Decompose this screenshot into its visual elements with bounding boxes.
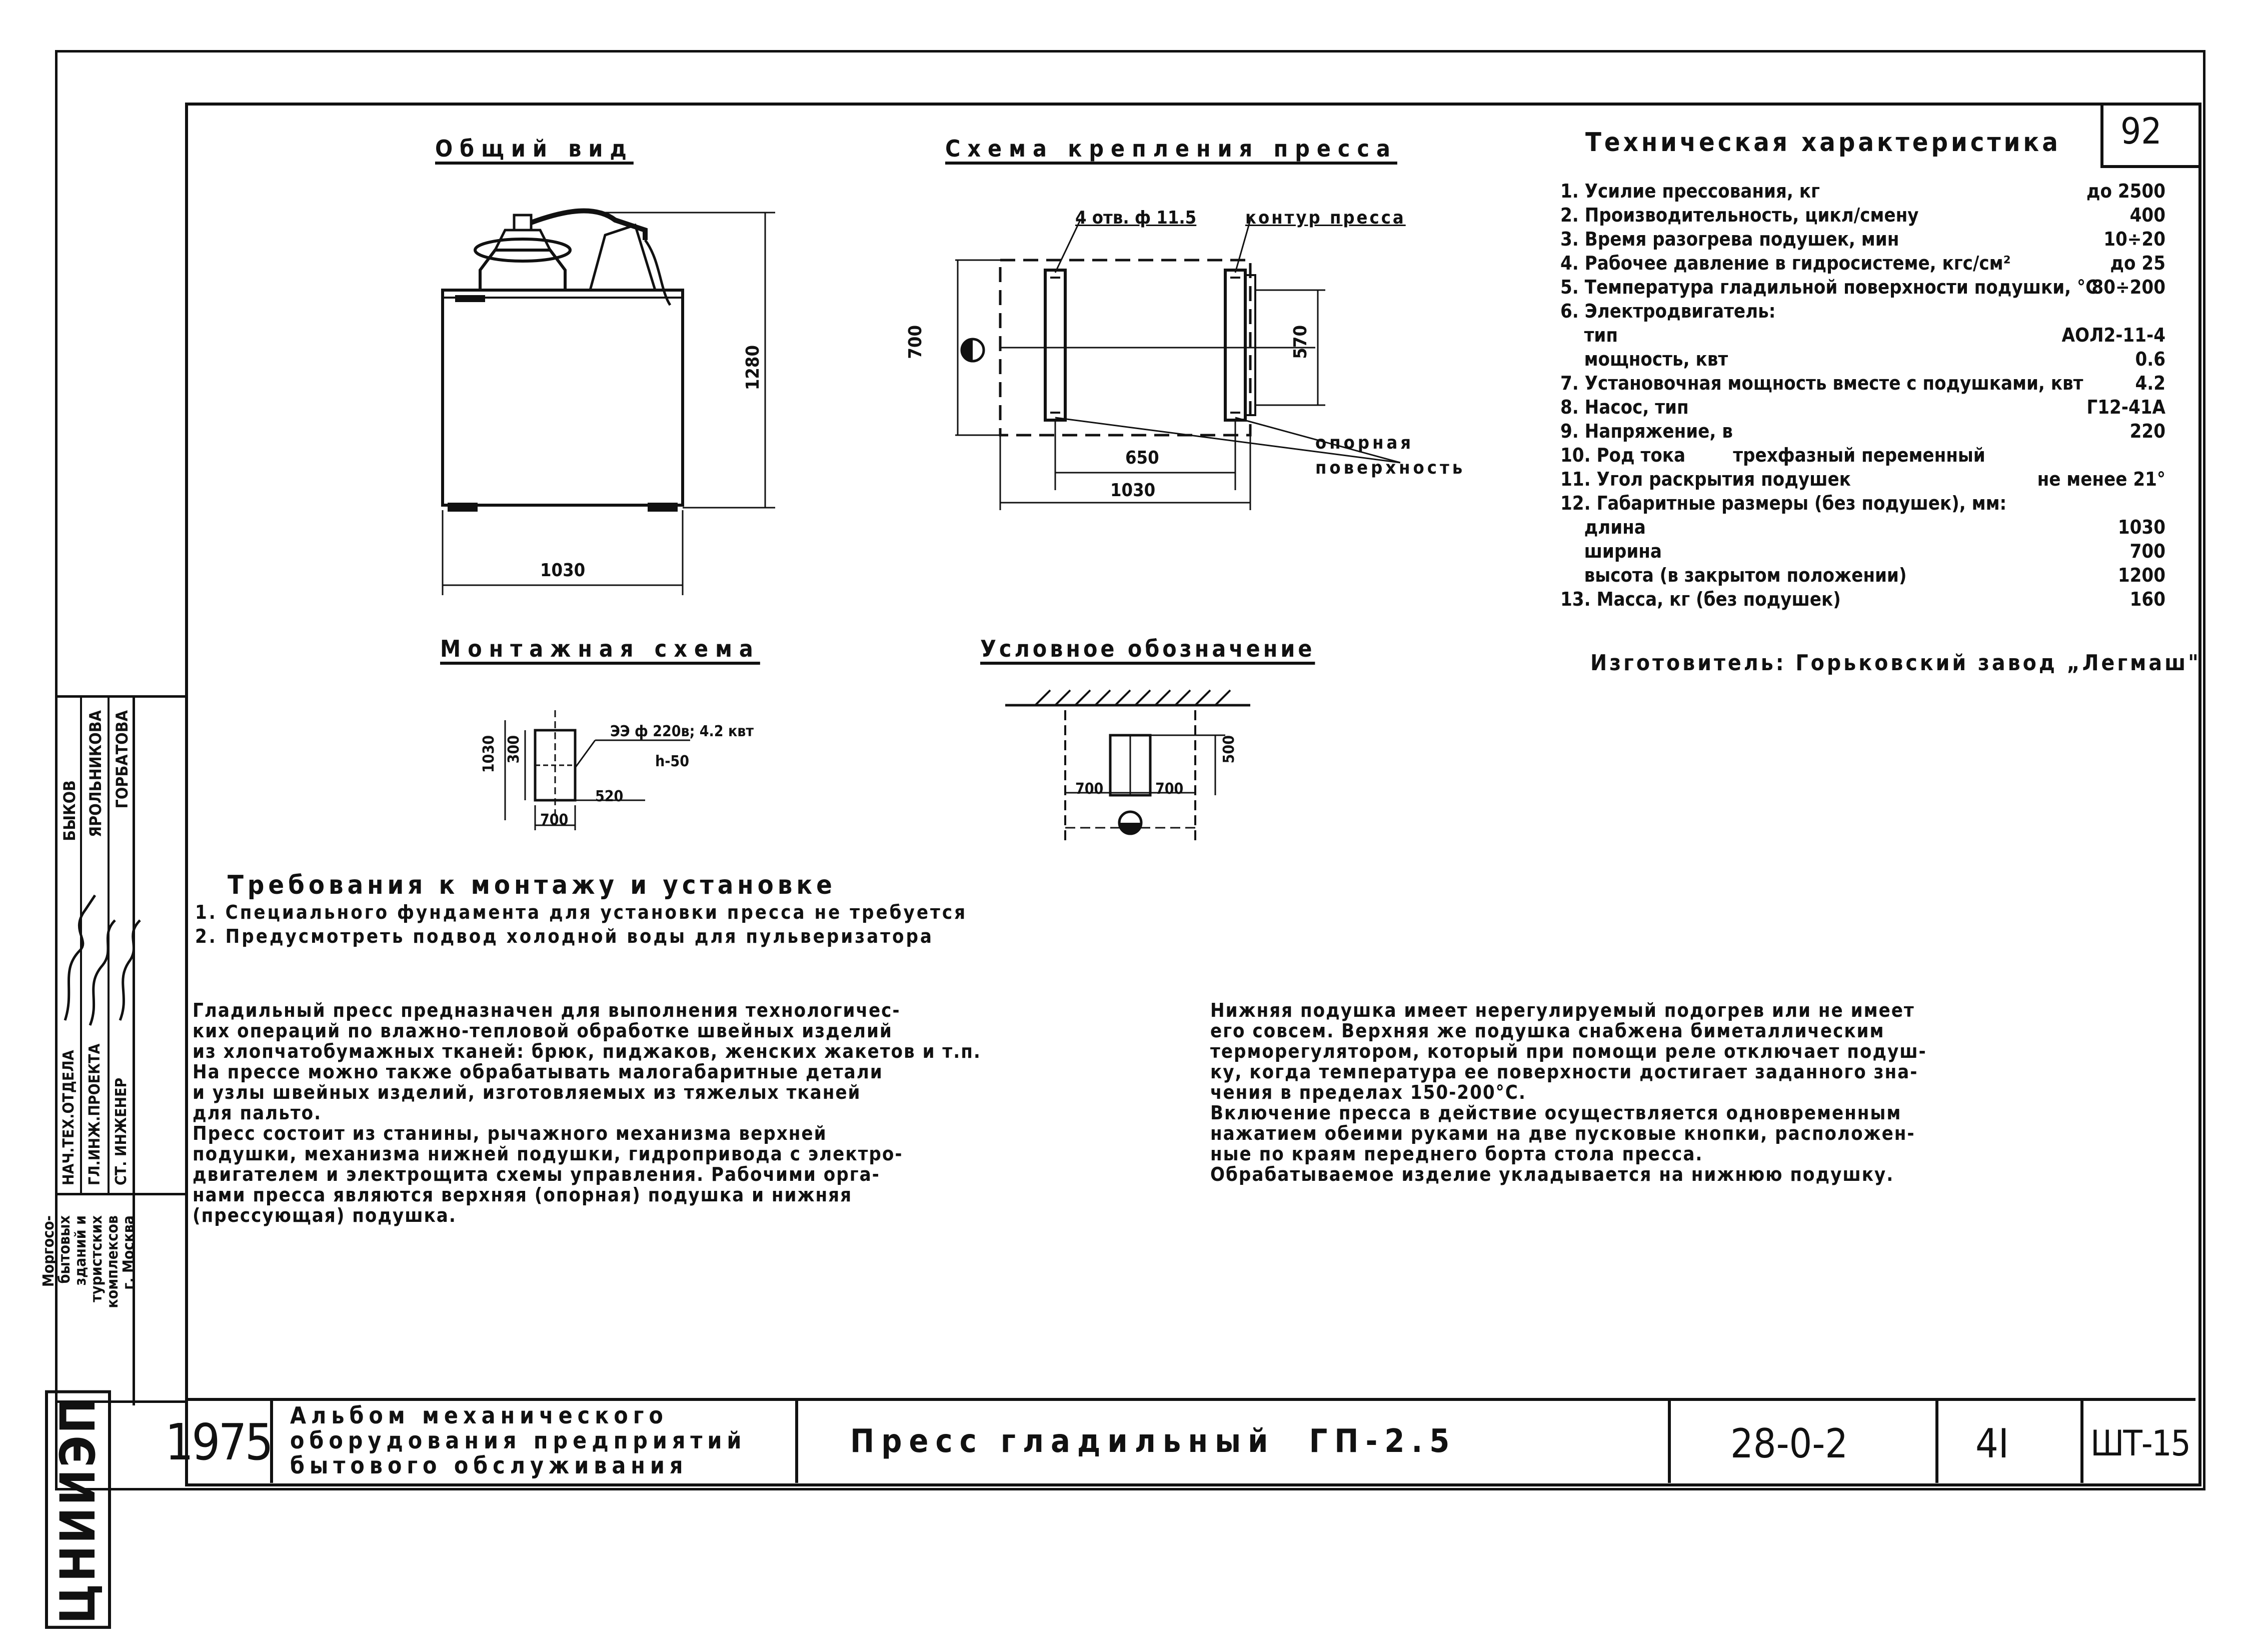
org-line: комплексов — [104, 1215, 122, 1308]
signature-name: БЫКОВ — [60, 780, 79, 841]
installation-scheme-title: Монтажная схема — [440, 635, 760, 662]
tech-row — [1560, 492, 2165, 514]
h-label: h-50 — [655, 753, 689, 770]
org-line: туристских — [88, 1215, 106, 1302]
tech-row-label: 9. Напряжение, в — [1560, 420, 1733, 442]
tech-row-value: не менее 21° — [2037, 468, 2165, 490]
drawing-code: 28-0-2 — [1730, 1420, 1848, 1467]
org-line: г. Москва — [120, 1215, 138, 1290]
org-line: бытовых — [56, 1215, 74, 1284]
holes-label: 4 отв. ф 11.5 — [1075, 208, 1197, 228]
tech-row — [1560, 468, 2165, 490]
inst-dim-300: 300 — [505, 735, 523, 764]
symbol-dim-700-right: 700 — [1155, 780, 1184, 798]
support-label-2: поверхность — [1315, 458, 1466, 478]
tech-row — [1560, 276, 2165, 298]
general-view-drawing — [425, 175, 825, 625]
tech-row-label: длина — [1560, 516, 1646, 538]
signature-role: ГЛ.ИНЖ.ПРОЕКТА — [86, 1043, 104, 1185]
tech-row — [1560, 516, 2165, 538]
power-label: ЭЭ ф 220в; 4.2 квт — [610, 723, 754, 740]
title-block-divider — [2080, 1398, 2083, 1483]
strip-divider — [55, 695, 185, 698]
title-block-divider — [795, 1398, 798, 1483]
section-number: 4I — [1975, 1420, 2009, 1467]
tech-row-label: 3. Время разогрева подушек, мин — [1560, 228, 1899, 250]
symbol-dim-500: 500 — [1220, 735, 1238, 764]
tech-row-label: высота (в закрытом положении) — [1560, 564, 1907, 586]
general-view-title: Общий вид — [435, 135, 634, 162]
tech-row-label: 2. Производительность, цикл/смену — [1560, 204, 1919, 226]
tech-row — [1560, 396, 2165, 418]
tech-row-label: 4. Рабочее давление в гидросистеме, кгс/см² — [1560, 252, 2011, 274]
requirement-item: 2. Предусмотреть подвод холодной воды для пульверизатора — [195, 925, 934, 947]
signature-role: СТ. ИНЖЕНЕР — [113, 1077, 130, 1185]
tech-row — [1560, 564, 2165, 586]
tech-row-value: до 25 — [2110, 252, 2165, 274]
org-line: Моргосо- — [40, 1215, 58, 1287]
tech-row-label: 11. Угол раскрытия подушек — [1560, 468, 1851, 490]
tech-row-label: ширина — [1560, 540, 1662, 562]
tech-row-label: 6. Электродвигатель: — [1560, 300, 1776, 322]
signature-name: ЯРОЛЬНИКОВА — [86, 710, 105, 837]
tech-row-value: 160 — [2129, 588, 2165, 610]
tech-row — [1560, 348, 2165, 370]
contour-label: контур пресса — [1245, 208, 1406, 228]
dim-570: 570 — [1290, 325, 1311, 359]
tech-row — [1560, 300, 2165, 322]
tech-row-value: 1030 — [2117, 516, 2165, 538]
title-block-divider — [1935, 1398, 1938, 1483]
tech-row-label: 12. Габаритные размеры (без подушек), мм: — [1560, 492, 2007, 514]
inst-dim-1030: 1030 — [480, 735, 498, 773]
tech-row-label: тип — [1560, 324, 1618, 346]
org-line: зданий и — [72, 1215, 90, 1286]
description-left: Гладильный пресс предназначен для выполнения технологичес- ких операций по влажно-тепловой обработке швейных изделий из хлопчатобумажных тканей: брюк, пиджаков, женских жакетов и т.п. На прессе можно также обрабатывать малогабаритные детали и узлы швейных изделий, изготовляемых из тяжелых тканей для пальто. Пресс состоит из станины, рычажного механизма верхней подушки, механизма нижней подушки, гидропривода с электро- двигателем и электрощита схемы управления. Рабочими орга- нами пресса являются верхняя (опорная) подушка и нижняя (прессующая) подушка. — [193, 999, 981, 1226]
strip-divider — [55, 1193, 185, 1195]
tech-row-label: 5. Температура гладильной поверхности подушки, °С — [1560, 276, 2098, 298]
tech-row — [1560, 588, 2165, 610]
tech-row-value: 80÷200 — [2091, 276, 2165, 298]
signature-role: НАЧ.ТЕХ.ОТДЕЛА — [60, 1050, 78, 1185]
tech-row — [1560, 444, 2165, 466]
tech-row-value: Г12-41А — [2086, 396, 2165, 418]
tech-row-label: 8. Насос, тип — [1560, 396, 1689, 418]
tech-row-value: до 2500 — [2086, 180, 2165, 202]
tech-row — [1560, 252, 2165, 274]
album-title: Альбом механического оборудования предприятий бытового обслуживания — [290, 1402, 747, 1479]
dim-1030: 1030 — [1110, 480, 1156, 501]
tech-row-value: 220 — [2129, 420, 2165, 442]
signature-name: ГОРБАТОВА — [113, 710, 132, 809]
mounting-scheme-title: Схема крепления пресса — [945, 135, 1397, 162]
tech-title: Техническая характеристика — [1585, 128, 2061, 158]
title-block-divider — [1668, 1398, 1671, 1483]
tech-row-value: 10÷20 — [2103, 228, 2165, 250]
tech-row-value: 1200 — [2117, 564, 2165, 586]
institute-logo: ЦНИИЭП — [45, 1390, 111, 1629]
tech-row-label: 7. Установочная мощность вместе с подушками, квт — [1560, 372, 2083, 394]
tech-row — [1560, 180, 2165, 202]
tech-row-label: 13. Масса, кг (без подушек) — [1560, 588, 1841, 610]
inst-dim-520: 520 — [595, 788, 624, 805]
requirement-item: 1. Специального фундамента для установки пресса не требуется — [195, 901, 968, 923]
tech-row-value: 0.6 — [2135, 348, 2165, 370]
tech-row — [1560, 204, 2165, 226]
dim-650: 650 — [1125, 448, 1159, 468]
tech-row-label: 1. Усилие прессования, кг — [1560, 180, 1820, 202]
manufacturer: Изготовитель: Горьковский завод „Легмаш" — [1590, 650, 2201, 676]
tech-row-label: 10. Род тока трехфазный переменный — [1560, 444, 1985, 466]
dim-700: 700 — [905, 325, 926, 359]
tech-row-value: 4.2 — [2135, 372, 2165, 394]
sheet-number: 92 — [2120, 110, 2162, 152]
tech-row-value: АОЛ2-11-4 — [2061, 324, 2165, 346]
symbol-dim-700-left: 700 — [1075, 780, 1104, 798]
tech-row-value: 400 — [2129, 204, 2165, 226]
tech-row-label: мощность, квт — [1560, 348, 1728, 370]
handwritten-signatures — [55, 890, 155, 1040]
symbol-title: Условное обозначение — [980, 635, 1315, 662]
year: 1975 — [165, 1413, 272, 1471]
press-cabinet — [443, 290, 683, 505]
requirements-title: Требования к монтажу и установке — [228, 870, 836, 900]
tech-row — [1560, 228, 2165, 250]
title-block-top — [185, 1398, 2195, 1401]
general-width-dim: 1030 — [540, 560, 586, 581]
tech-row — [1560, 324, 2165, 346]
tech-row-value: 700 — [2129, 540, 2165, 562]
strip-divider — [133, 695, 135, 1405]
symbol-drawing — [995, 680, 1255, 870]
tech-row — [1560, 372, 2165, 394]
description-right: Нижняя подушка имеет нерегулируемый подогрев или не имеет его совсем. Верхняя же подушка снабжена биметаллическим терморегулятором, который при помощи реле отключает подуш- ку, когда температура ее поверхности достигает заданного зна- чения в пределах 150-200°С. Включение пресса в действие осуществляется одновременным нажатием обеими руками на две пусковые кнопки, расположен- ные по краям переднего борта стола пресса. Обрабатываемое изделие укладывается на нижнюю подушку. — [1210, 999, 1927, 1185]
sheet-code: ШТ-15 — [2090, 1423, 2190, 1464]
product-name: Пресс гладильный ГП-2.5 — [850, 1423, 1457, 1460]
tech-table — [1560, 180, 2165, 630]
tech-row — [1560, 540, 2165, 562]
inst-dim-700: 700 — [540, 811, 569, 829]
tech-row — [1560, 420, 2165, 442]
support-label-1: опорная — [1315, 433, 1414, 453]
general-height-dim: 1280 — [743, 345, 763, 391]
